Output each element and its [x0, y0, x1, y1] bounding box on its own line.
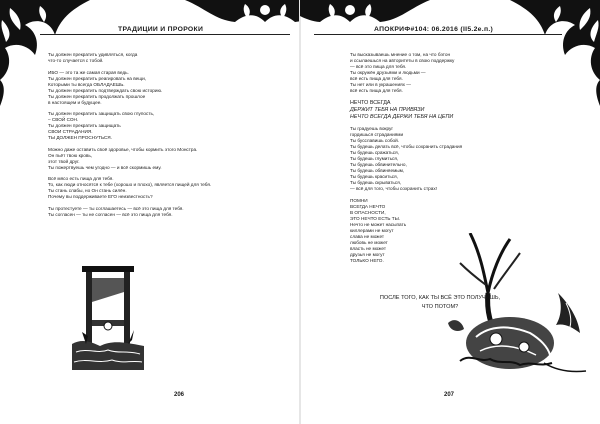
- text-line: ИБО — это та же самая старая ведь.: [48, 69, 129, 75]
- text-line: друзья не могут: [350, 251, 385, 257]
- left-paragraph: [48, 206, 268, 218]
- right-emphasis-block: [350, 100, 550, 121]
- left-paragraph: [48, 147, 268, 171]
- text-line: Ты должен прекратить реагировать на вещи,: [48, 75, 147, 81]
- text-line: НЕЧТО ВСЕГДА: [350, 99, 391, 106]
- text-line: Ты будешь сражаться,: [350, 150, 399, 155]
- text-line: Ты бусславишь собой.: [350, 138, 400, 143]
- text-line: Ты будешь глумиться,: [350, 156, 399, 161]
- text-line: — всё это пища для тебя.: [350, 64, 407, 69]
- text-line: Он пьёт твою кровь,: [48, 152, 93, 158]
- left-paragraph: [48, 111, 268, 141]
- text-line: ЭТО НЕЧТО ЕСТЬ ТЫ.: [350, 215, 401, 221]
- text-line: Можно даже оставить своё здоровье, чтобы кормить этого Монстра.: [48, 146, 198, 152]
- text-line: гордишься страданиями: [350, 132, 404, 137]
- text-line: Ты должен прекратить защищать: [48, 123, 121, 128]
- running-head-left: ТРАДИЦИИ И ПРОРОКИ: [118, 26, 204, 33]
- text-line: любовь не может: [350, 239, 388, 245]
- text-line: Почему вы поддерживаете ЕГО неизвестность?: [48, 194, 153, 199]
- text-line: ПОМНИ: [350, 197, 368, 203]
- text-line: Ты согласен — ты не согласен — всё это пища для тебя.: [48, 211, 173, 217]
- header-rule-left: [40, 34, 290, 35]
- text-line: СВОИ СТРАДАНИЯ.: [48, 129, 93, 134]
- text-line: слава не может: [350, 233, 385, 239]
- text-line: всё есть пища для тебя.: [350, 88, 403, 93]
- text-line: Которыми ты всегда ОБЛАДАЕШЬ.: [48, 81, 125, 87]
- closing-line: ПОСЛЕ ТОГО, КАК ТЫ ВСЁ ЭТО ПОЛУЧИШЬ,: [379, 295, 501, 301]
- left-paragraph: [48, 176, 268, 200]
- text-line: этот твой друг.: [48, 158, 80, 164]
- guillotine-illustration: [68, 262, 148, 374]
- text-line: — всё для того, чтобы сохранить страх!: [350, 186, 437, 191]
- text-line: – СВОЙ СОН.: [48, 117, 79, 122]
- running-head-right: АПОКРИФ#104: 06.2016 (II5.2е.п.): [374, 26, 494, 33]
- text-line: Ты будешь делать всё, чтобы сохранить страдания: [350, 144, 463, 149]
- text-line: Ты нет или в украшениях —: [350, 82, 411, 87]
- left-text-block: [48, 52, 268, 223]
- text-line: Ты градуешь вокруг: [350, 126, 394, 131]
- page-number-left: 206: [174, 392, 185, 398]
- text-line: НЕЧТО ВСЕГДА ДЕРЖИ ТЕБЯ НА ЦЕПИ: [350, 113, 454, 120]
- right-page: [300, 0, 600, 424]
- text-line: Всё мясо есть пища для тебя.: [48, 176, 114, 181]
- text-line: Ты окружён друзьями и людьми —: [350, 70, 426, 75]
- text-line: киллерами не могут: [350, 227, 394, 233]
- text-line: всё есть пища для тебя.: [350, 76, 403, 81]
- text-line: что-то случается с тобой.: [48, 58, 104, 63]
- text-line: Ты должен прекратить продолжать прошлое: [48, 93, 146, 99]
- text-line: Нечто не может насыпать: [350, 221, 407, 227]
- text-line: Ты будешь краситься,: [350, 174, 398, 179]
- text-line: и ссылаешься на авторитеты в свою поддержку: [350, 58, 455, 63]
- left-paragraph: [48, 52, 268, 64]
- text-line: ВСЕГДА НЕЧТО: [350, 203, 386, 209]
- text-line: Ты должен прекратить подтверждать свою историю.: [48, 87, 163, 93]
- text-line: Ты должен прекратить удивляться, когда: [48, 52, 138, 57]
- text-line: Ты должен прекратить защищать свою глупость,: [48, 111, 155, 116]
- left-paragraph: [48, 70, 268, 106]
- text-line: Ты пожертвуешь чем угодно — и всё скормишь ему.: [48, 164, 162, 170]
- right-paragraph: [350, 52, 550, 94]
- text-line: В ОПАСНОСТИ,: [350, 209, 386, 215]
- closing-line: ЧТО ПОТОМ?: [421, 304, 459, 310]
- closing-question: [330, 294, 550, 312]
- text-line: Ты будешь обвиняемым,: [350, 168, 405, 173]
- text-line: Ты будешь обвинительно,: [350, 162, 407, 167]
- header-rule-right: [314, 34, 562, 35]
- text-line: ТОЛЬКО НЕГО.: [350, 257, 384, 263]
- text-line: власть не может: [350, 245, 386, 251]
- text-line: в настоящем и будущее.: [48, 99, 102, 105]
- text-line: ДЕРЖИТ ТЕБЯ НА ПРИВЯЗИ: [350, 106, 425, 113]
- text-line: Ты протестуете — ты соглашаетесь — всё это пища для тебя.: [48, 205, 184, 211]
- text-line: То, как люди относятся к тебе (хорошо и плохо), является пищей для тебя.: [48, 182, 212, 187]
- text-line: Ты будешь скрываться,: [350, 180, 402, 185]
- text-line: ТЫ ДОЛЖЕН ПРОСНУТЬСЯ.: [48, 135, 112, 140]
- text-line: Ты стань слабы, но Он стань силён.: [48, 188, 127, 193]
- text-line: Ты высказываешь мнение о том, на что бэтон: [350, 52, 451, 57]
- right-paragraph: [350, 126, 550, 192]
- page-number-right: 207: [444, 392, 455, 398]
